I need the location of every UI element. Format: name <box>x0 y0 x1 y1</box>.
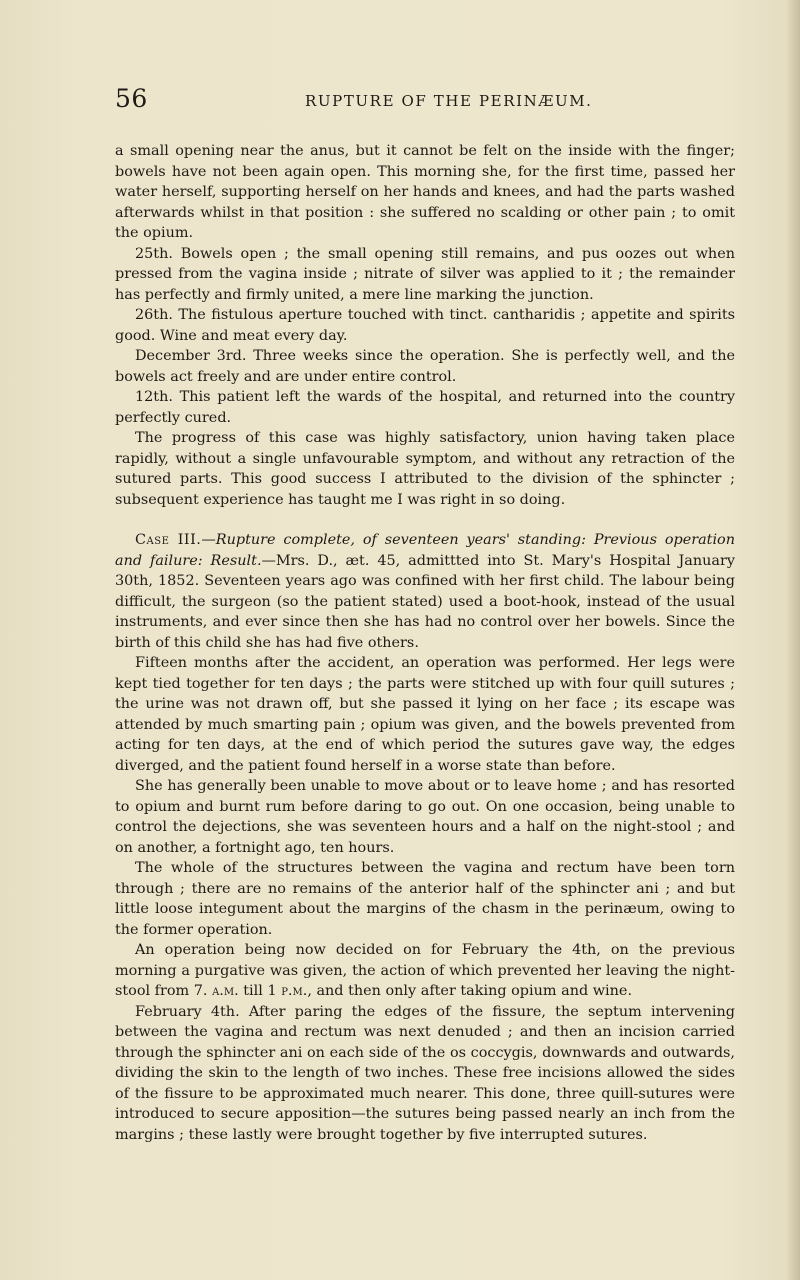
page-number: 56 <box>115 84 148 113</box>
case-dash: — <box>201 532 216 548</box>
time-am: a.m. <box>212 983 239 999</box>
paragraph <box>115 940 735 1002</box>
page-header <box>115 84 735 112</box>
paragraph: 25th. Bowels open ; the small opening still remains, and pus oozes out when pressed from the vagina inside ; nitrate of silver was applied to it ; the remainder has perfectly and firmly united, a mere line marking the junction. <box>115 245 735 303</box>
paragraph: February 4th. After paring the edges of the fissure, the septum intervening between the vagina and rectum was next denuded ; and then an incision carried through the sphincter ani on each side of the os coccygis, downwards and outwards, dividing the skin to the length of two inches. These free incisions allowed the sides of the fissure to be approximated much nearer. This done, three quill-sutures were introduced to secure apposition—the sutures being passed nearly an inch from the margins ; these lastly were brought together by five interrupted sutures. <box>115 1003 735 1143</box>
paragraph: 12th. This patient left the wards of the hospital, and returned into the country perfectly cured. <box>115 389 735 426</box>
case-label: Case III. <box>135 532 202 548</box>
time-pm: p.m. <box>281 983 308 999</box>
paragraph: She has generally been unable to move about or to leave home ; and has resorted to opium and burnt rum before daring to go out. On one occasion, being unable to control the dejections, she was seventeen hours and a half on the night-stool ; and on another, a fortnight ago, ten hours. <box>115 778 735 856</box>
paragraph: The whole of the structures between the vagina and rectum have been torn through ; there are no remains of the anterior half of the sphincter ani ; and but little loose integument about the margins of the chasm in the perinæum, owing to the former operation. <box>115 860 735 938</box>
body-text <box>115 141 735 1145</box>
paragraph-text: till 1 <box>238 983 282 999</box>
case-title: Rupture complete, of seventeen years' standing: Previous operation and failure: Result. <box>115 532 735 569</box>
paragraph: Fifteen months after the accident, an operation was performed. Her legs were kept tied together for ten days ; the parts were stitched up with four quill sutures ; the urine was not drawn off, but she passed it lying on her face ; its escape was attended by much smarting pain ; opium was given, and the bowels prevented from acting for ten days, at the end of which period the sutures gave way, the edges diverged, and the patient found herself in a worse state than before. <box>115 655 735 774</box>
case-paragraph <box>115 530 735 653</box>
paragraph-text: An operation being now decided on for February the 4th, on the previous morning a purgative was given, the action of which prevented her leaving the night-stool from 7. <box>115 942 735 999</box>
page-edge-shadow <box>786 0 800 1280</box>
paragraph: 26th. The fistulous aperture touched with tinct. cantharidis ; appetite and spirits good. Wine and meat every day. <box>115 307 735 344</box>
paragraph-text: , and then only after taking opium and wine. <box>307 983 633 999</box>
paragraph: a small opening near the anus, but it cannot be felt on the inside with the finger; bowels have not been again open. This morning she, for the first time, passed her water herself, supporting herself on her hands and knees, and had the parts washed afterwards whilst in that position : she suffered no scalding or other pain ; to omit the opium. <box>115 143 735 241</box>
paragraph: December 3rd. Three weeks since the operation. She is perfectly well, and the bowels act freely and are under entire control. <box>115 348 735 385</box>
paragraph: The progress of this case was highly satisfactory, union having taken place rapidly, without a single unfavourable symptom, and without any retraction of the sutured parts. This good success I attributed to the division of the sphincter ; subsequent experience has taught me I was right in so doing. <box>115 430 735 508</box>
case-text: —Mrs. D., æt. 45, admittted into St. Mary's Hospital January 30th, 1852. Seventeen years ago was confined with her first child. The labour being difficult, the surgeon (so the patient stated) used a boot-hook, instead of the usual instruments, and ever since then she has had no control over her bowels. Since the birth of this child she has had five others. <box>115 552 735 651</box>
running-head: RUPTURE OF THE PERINÆUM. <box>305 92 593 110</box>
